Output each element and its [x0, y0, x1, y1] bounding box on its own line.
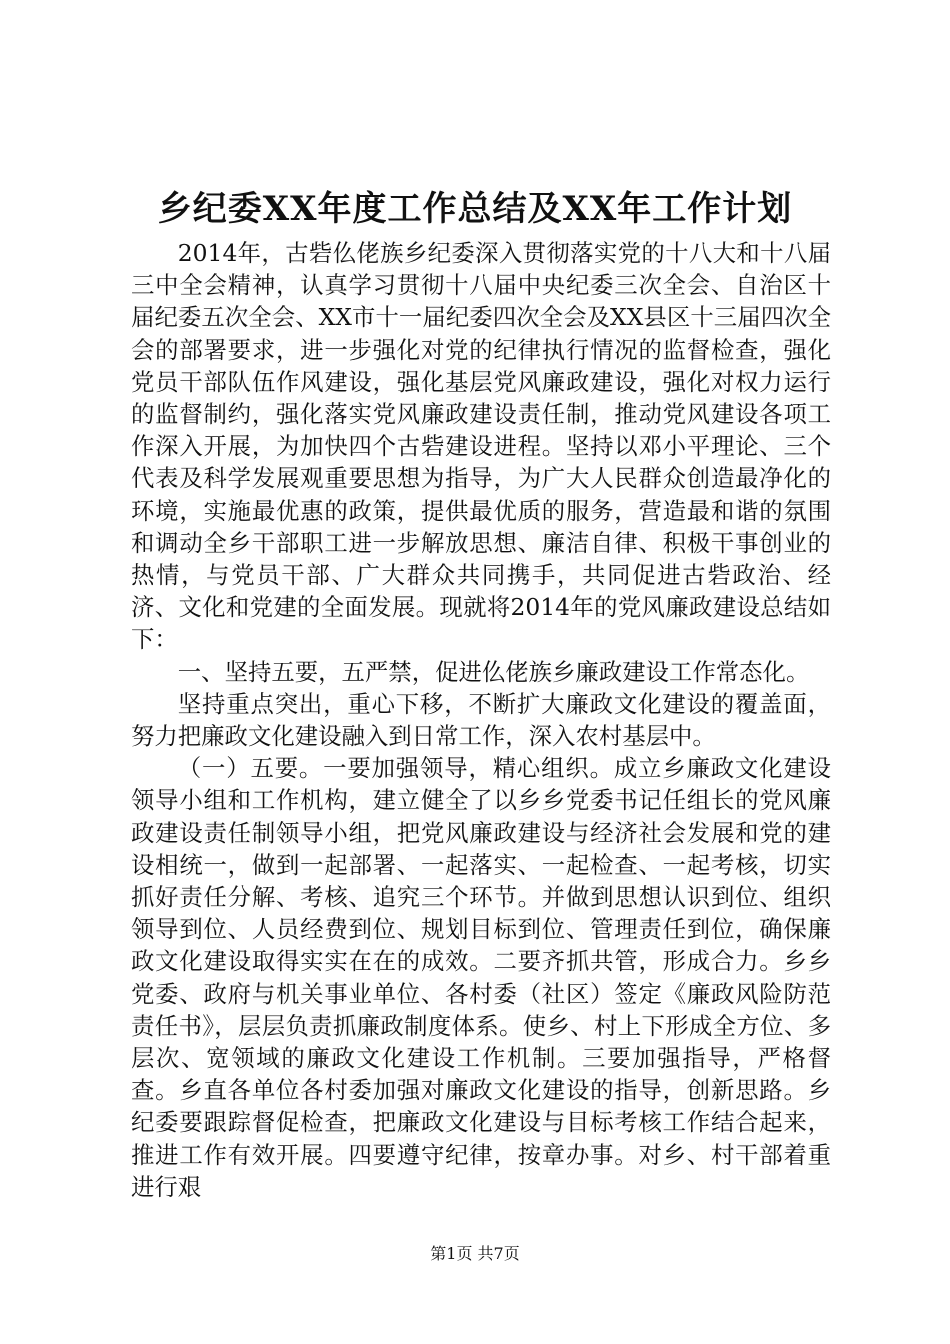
paragraph-focus: 坚持重点突出，重心下移，不断扩大廉政文化建设的覆盖面，努力把廉政文化建设融入到日常工作，深入农村基层中。 — [131, 689, 831, 751]
paragraph-heading-1: 一、坚持五要，五严禁，促进仫佬族乡廉政建设工作常态化。 — [177, 657, 810, 686]
paragraph-intro: 2014年，古砦仫佬族乡纪委深入贯彻落实党的十八大和十八届三中全会精神，认真学习贯彻十八届中央纪委三次全会、自治区十届纪委五次全会、XX市十一届纪委四次全会及XX县区十三届四次全会的部署要求，进一步强化对党的纪律执行情况的监督检查，强化党员干部队伍作风建设，强化基层党风廉政建设，强化对权力运行的监督制约，强化落实党风廉政建设责任制，推动党风建设各项工作深入开展，为加快四个古砦建设进程。坚持以邓小平理论、三个代表及科学发展观重要思想为指导，为广大人民群众创造最净化的环境，实施最优惠的政策，提供最优质的服务，营造最和谐的氛围和调动全乡干部职工进一步解放思想、廉洁自律、积极干事创业的热情，与党员干部、广大群众共同携手，共同促进古砦政治、经济、文化和党建的全面发展。现就将2014年的党风廉政建设总结如下： — [131, 239, 831, 654]
document-title: 乡纪委XX年度工作总结及XX年工作计划 — [157, 189, 793, 229]
paragraph-five-requirements: （一）五要。一要加强领导，精心组织。成立乡廉政文化建设领导小组和工作机构，建立健全了以乡乡党委书记任组长的党风廉政建设责任制领导小组，把党风廉政建设与经济社会发展和党的建设相统一，做到一起部署、一起落实、一起检查、一起考核，切实抓好责任分解、考核、追究三个环节。并做到思想认识到位、组织领导到位、人员经费到位、规划目标到位、管理责任到位，确保廉政文化建设取得实实在在的成效。二要齐抓共管，形成合力。乡乡党委、政府与机关事业单位、各村委（社区）签定《廉政风险防范责任书》，层层负责抓廉政制度体系。使乡、村上下形成全方位、多层次、宽领域的廉政文化建设工作机制。三要加强指导，严格督查。乡直各单位各村委加强对廉政文化建设的指导，创新思路。乡纪委要跟踪督促检查，把廉政文化建设与目标考核工作结合起来，推进工作有效开展。四要遵守纪律，按章办事。对乡、村干部着重进行艰 — [131, 754, 831, 1201]
document-body — [131, 237, 831, 1203]
page-footer: 第1页 共7页 — [430, 1244, 520, 1263]
